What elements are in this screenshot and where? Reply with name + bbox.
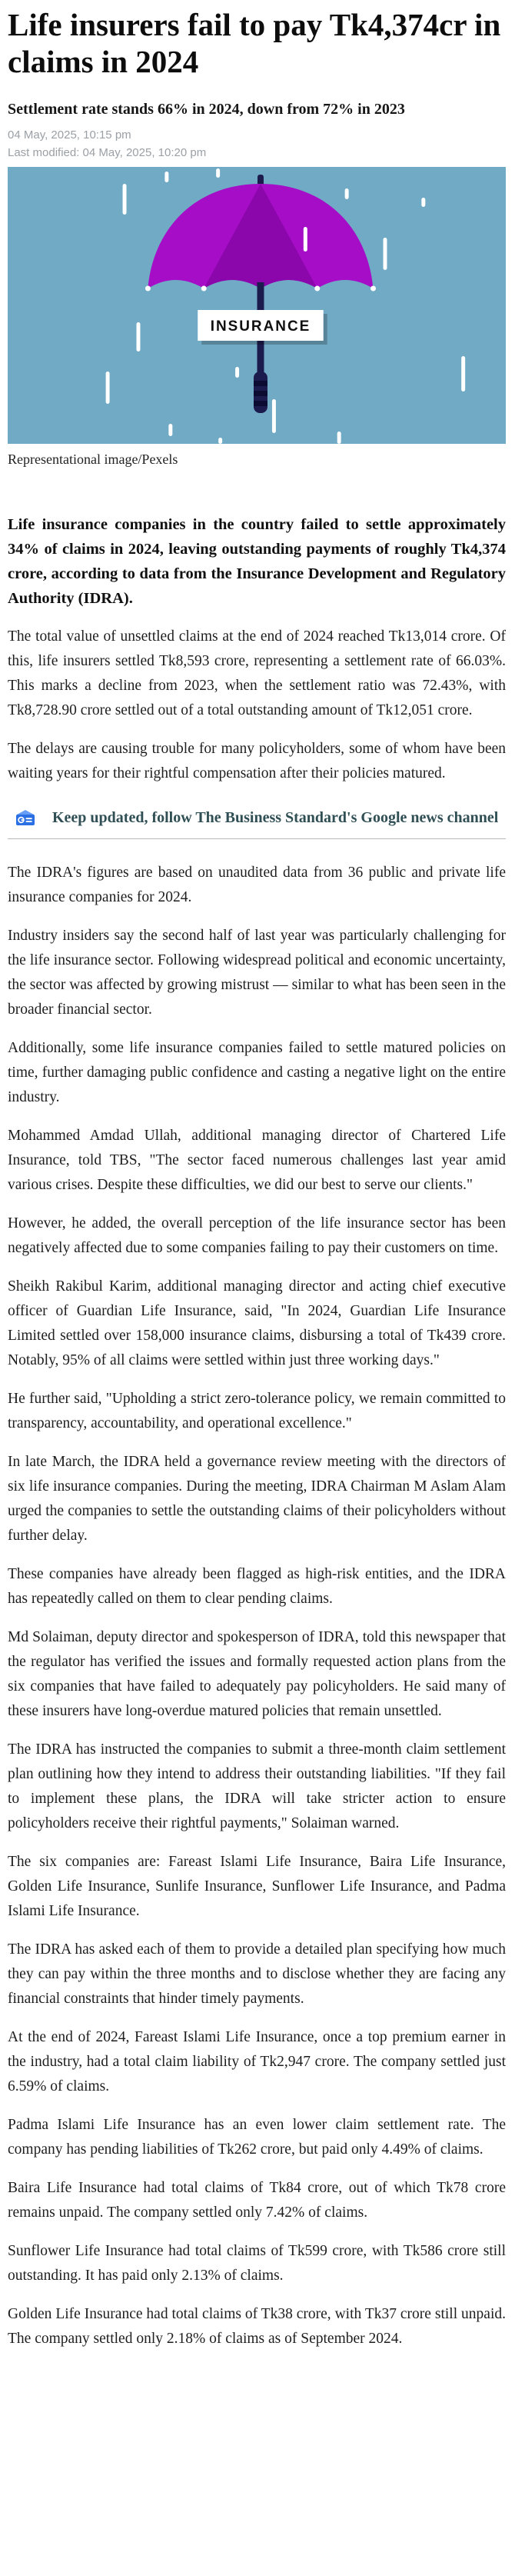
article-page xyxy=(0,6,515,2388)
body-paragraph: The six companies are: Fareast Islami Life Insurance, Baira Life Insurance, Golden Life Insurance, Sunlife Insurance, Sunflower Life Insurance, and Padma Islami Life Insurance. xyxy=(8,1854,506,1919)
body-paragraph: Additionally, some life insurance companies failed to settle matured policies on time, further damaging public confidence and casting a negative light on the entire industry. xyxy=(8,1040,506,1105)
rain-streak-on-canopy xyxy=(304,227,307,252)
insurance-sign-label: INSURANCE xyxy=(210,318,311,335)
body-paragraph: Md Solaiman, deputy director and spokesperson of IDRA, told this newspaper that the regulator has verified the issues and formally requested action plans from the six companies that have failed to adequately pay policyholders. He said many of these insurers have long-overdue matured policies that remain unsettled. xyxy=(8,1629,506,1719)
body-paragraph: However, he added, the overall perception of the life insurance sector has been negatively affected due to some companies failing to pay their customers on time. xyxy=(8,1215,506,1256)
body-paragraph: He further said, "Upholding a strict zero-tolerance policy, we remain committed to transparency, accountability, and operational excellence." xyxy=(8,1391,506,1431)
body-paragraph: These companies have already been flagged as high-risk entities, and the IDRA has repeatedly called on them to clear pending claims. xyxy=(8,1566,506,1607)
body-paragraph: Padma Islami Life Insurance has an even lower claim settlement rate. The company has pending liabilities of Tk262 crore, but paid only 4.49% of claims. xyxy=(8,2117,506,2158)
body-paragraph: Mohammed Amdad Ullah, additional managing director of Chartered Life Insurance, told TBS, "The sector faced numerous challenges last year amid various crises. Despite these difficulties, we did our best to serve our clients." xyxy=(8,1128,506,1193)
lead-paragraph: Life insurance companies in the country failed to settle approximately 34% of claims in 2024, leaving outstanding payments of roughly Tk4,374 crore, according to data from the Insurance Development and Regulatory Authority (IDRA). xyxy=(8,516,506,607)
body-paragraph: Industry insiders say the second half of last year was particularly challenging for the life insurance sector. Following widespread political and economic uncertainty, the sector was affected by growing mistrust — similar to what has been seen in the broader financial sector. xyxy=(8,928,506,1018)
body-paragraph: The IDRA's figures are based on unaudited data from 36 public and private life insurance companies for 2024. xyxy=(8,865,506,905)
grip-stripes xyxy=(254,381,267,406)
body-paragraph: The delays are causing trouble for many policyholders, some of whom have been waiting years for their rightful compensation after their policies matured. xyxy=(8,741,506,781)
google-news-icon xyxy=(14,808,37,828)
body-paragraph: At the end of 2024, Fareast Islami Life Insurance, once a top premium earner in the industry, had a total claim liability of Tk2,947 crore. The company settled just 6.59% of claims. xyxy=(8,2029,506,2094)
date-block xyxy=(8,126,506,162)
umbrella-illustration xyxy=(8,167,506,444)
modified-date: Last modified: 04 May, 2025, 10:20 pm xyxy=(8,146,207,159)
body-paragraph: The IDRA has asked each of them to provide a detailed plan specifying how much they can pay within the three months and to disclose whether they are facing any financial constraints that hinder timely payments. xyxy=(8,1941,506,2007)
body-paragraph: The IDRA has instructed the companies to submit a three-month claim settlement plan outlining how they intend to address their outstanding liabilities. "If they fail to implement these plans, the IDRA will take stricter action to ensure policyholders receive their rightful payments," Solaiman warned. xyxy=(8,1741,506,1831)
google-news-link[interactable]: Keep updated, follow The Business Standard's Google news channel xyxy=(52,809,499,826)
article-title: Life insurers fail to pay Tk4,374cr in claims in 2024 xyxy=(8,7,501,79)
body-paragraph: Golden Life Insurance had total claims of Tk38 crore, with Tk37 crore still unpaid. The company settled only 2.18% of claims as of September 2024. xyxy=(8,2306,506,2347)
hero-image xyxy=(8,167,506,444)
article-subtitle: Settlement rate stands 66% in 2024, down from 72% in 2023 xyxy=(8,101,405,118)
publish-date: 04 May, 2025, 10:15 pm xyxy=(8,128,131,142)
body-paragraph: Baira Life Insurance had total claims of Tk84 crore, out of which Tk78 crore remains unpaid. The company settled only 7.42% of claims. xyxy=(8,2180,506,2221)
body-paragraph: Sunflower Life Insurance had total claims of Tk599 crore, with Tk586 crore still outstanding. It has paid only 2.13% of claims. xyxy=(8,2243,506,2284)
body-paragraph: In late March, the IDRA held a governance review meeting with the directors of six life insurance companies. During the meeting, IDRA Chairman M Aslam Alam urged the companies to settle the outstanding claims of their policyholders without further delay. xyxy=(8,1454,506,1544)
body-paragraph: Sheikh Rakibul Karim, additional managing director and acting chief executive officer of Guardian Life Insurance, said, "In 2024, Guardian Life Insurance Limited settled over 158,000 insurance claims, disbursing a total of Tk439 crore. Notably, 95% of all claims were settled within just three working days." xyxy=(8,1278,506,1368)
google-news-bar xyxy=(8,806,506,839)
body-paragraph: The total value of unsettled claims at the end of 2024 reached Tk13,014 crore. Of this, life insurers settled Tk8,593 crore, representing a settlement rate of 66.03%. This marks a decline from 2023, when the settlement ratio was 72.43%, with Tk8,728.90 crore settled out of a total outstanding amount of Tk12,051 crore. xyxy=(8,628,506,718)
image-caption: Representational image/Pexels xyxy=(8,452,178,467)
